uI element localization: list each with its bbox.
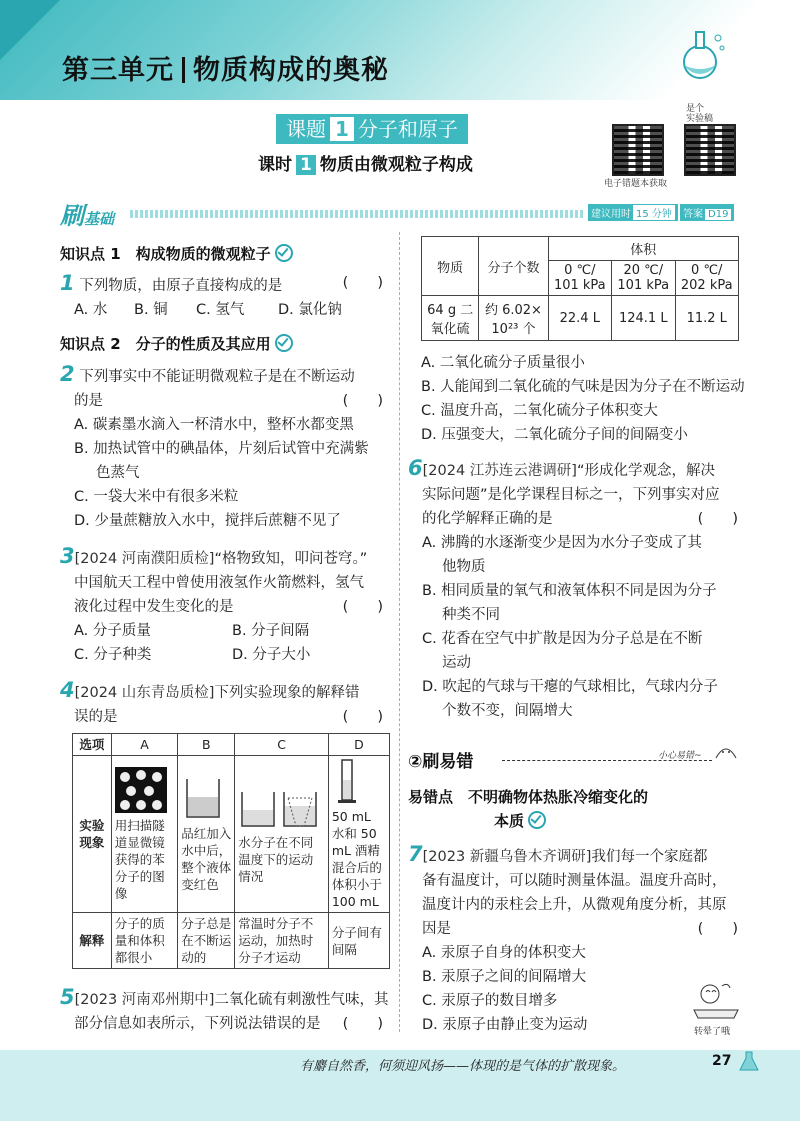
table-row xyxy=(422,296,739,341)
option-d[interactable]: D. 分子大小 xyxy=(232,647,311,663)
error-point-label: 易错点 不明确物体热胀冷缩变化的 xyxy=(408,788,649,806)
time-label: 建议用时 xyxy=(591,209,631,220)
section-dotted-line xyxy=(130,210,585,218)
question-stem: 二氧化硫有刺激性气味，其 xyxy=(214,992,389,1008)
unit-number: 第三单元 xyxy=(62,55,174,86)
kp-label: 知识点 1 构成物质的微观粒子 xyxy=(60,245,271,263)
answer-blank[interactable]: ( ) xyxy=(342,1016,383,1032)
option-c[interactable]: C. 分子种类 xyxy=(74,647,152,663)
question-number: 3 xyxy=(60,544,75,568)
answer-blank[interactable]: ( ) xyxy=(697,511,738,527)
caution-note: 小心易错~ xyxy=(658,751,702,761)
table-cell: 约 6.02× 10²³ 个 xyxy=(479,296,548,341)
table-cell: 11.2 L xyxy=(675,296,739,341)
answer-blank[interactable]: ( ) xyxy=(342,599,383,615)
question-number: 5 xyxy=(60,985,75,1009)
suggested-time-tag xyxy=(588,204,678,221)
answer-blank[interactable]: ( ) xyxy=(342,275,383,291)
row-label: 实验 现象 xyxy=(73,756,112,913)
qr-caption-line: 是个 xyxy=(686,104,705,114)
option-d[interactable]: D. 压强变大，二氧化硫分子间的间隔变小 xyxy=(421,427,688,443)
error-point-label-cont: 本质 xyxy=(494,812,525,830)
question-stem-cont: 备有温度计，可以随时测量体温。温度升高时， xyxy=(422,873,727,889)
option-b-cont: 色蒸气 xyxy=(96,465,140,481)
explanation-a: 分子的质量和体积都很小 xyxy=(111,913,178,969)
option-d[interactable]: D. 氯化钠 xyxy=(278,302,342,318)
option-a[interactable]: A. 碳素墨水滴入一杯清水中，整杯水都变黑 xyxy=(74,417,354,433)
question-stem: “格物致知，叩问苍穹。” xyxy=(214,551,368,567)
option-d[interactable]: D. 汞原子由静止变为运动 xyxy=(422,1017,588,1033)
option-c[interactable]: C. 一袋大米中有很多米粒 xyxy=(74,489,239,505)
question-stem: 我们每一个家庭都 xyxy=(591,849,708,865)
table-header: C xyxy=(235,734,329,756)
knowledge-point-2 xyxy=(60,333,293,354)
question-3 xyxy=(60,544,395,667)
question-5-stem xyxy=(60,985,395,1036)
table-header-row xyxy=(73,734,390,756)
qr-caption-line: 实验稿 xyxy=(686,114,714,124)
check-target-icon xyxy=(275,244,293,262)
question-number: 4 xyxy=(60,678,75,702)
question-source: [2023 新疆乌鲁木齐调研] xyxy=(422,849,592,865)
footer-quote: 有麝自然香，何须迎风扬——体现的是气体的扩散现象。 xyxy=(300,1059,626,1074)
option-c[interactable]: C. 汞原子的数目增多 xyxy=(422,993,558,1009)
question-number: 1 xyxy=(60,271,75,295)
option-c[interactable]: C. 花香在空气中扩散是因为分子总是在不断 xyxy=(422,631,703,647)
table-header: A xyxy=(111,734,178,756)
question-source: [2024 山东青岛质检] xyxy=(74,685,215,701)
explanation-b: 分子总是在不断运动的 xyxy=(178,913,235,969)
question-number: 7 xyxy=(408,842,423,866)
table-header: 0 ℃/ 101 kPa xyxy=(548,261,611,296)
option-a-cont: 他物质 xyxy=(442,559,486,575)
option-d[interactable]: D. 少量蔗糖放入水中，搅拌后蔗糖不见了 xyxy=(74,513,341,529)
table-cell: 22.4 L xyxy=(548,296,611,341)
explanation-d: 分子间有间隔 xyxy=(328,913,389,969)
topic-prefix: 课题 xyxy=(286,117,326,141)
table-header: 20 ℃/ 101 kPa xyxy=(612,261,675,296)
table-header: B xyxy=(178,734,235,756)
option-b[interactable]: B. 铜 xyxy=(134,302,168,318)
question-6 xyxy=(408,456,748,723)
time-value: 15 分钟 xyxy=(633,205,675,220)
check-target-icon xyxy=(528,811,546,829)
sun-doodle-icon xyxy=(712,738,740,760)
topic-number: 1 xyxy=(330,117,354,141)
flask-icon xyxy=(738,1050,760,1072)
table-cell xyxy=(111,756,178,913)
question-number: 6 xyxy=(408,456,423,480)
table-row xyxy=(73,913,390,969)
option-b[interactable]: B. 汞原子之间的间隔增大 xyxy=(422,969,587,985)
kp-label: 知识点 2 分子的性质及其应用 xyxy=(60,335,271,353)
question-1 xyxy=(60,271,395,322)
question-source: [2024 江苏连云港调研] xyxy=(422,463,577,479)
experiment-table xyxy=(72,733,390,969)
question-stem: 下列实验现象的解释错 xyxy=(214,685,360,701)
option-d[interactable]: D. 吹起的气球与干瘪的气球相比，气球内分子 xyxy=(422,679,718,695)
basics-subtitle: 基础 xyxy=(84,210,115,228)
measuring-cylinder-icon xyxy=(332,758,362,804)
column-divider xyxy=(399,232,400,1032)
check-target-icon xyxy=(275,334,293,352)
beaker-icon xyxy=(181,775,225,821)
phenomenon-a: 用扫描隧道显微镜获得的苯分子的图像 xyxy=(114,817,165,901)
topic-heading xyxy=(276,114,468,144)
table-row xyxy=(73,756,390,913)
title-separator xyxy=(182,57,185,83)
qr-code-icon xyxy=(684,124,736,176)
question-stem-cont: 中国航天工程中曾使用液氢作火箭燃料，氢气 xyxy=(74,575,364,591)
question-stem-cont: 的是 xyxy=(74,393,103,409)
table-header-row xyxy=(422,237,739,261)
unit-name: 物质构成的奥秘 xyxy=(193,55,389,86)
section-title-basics xyxy=(60,196,114,231)
table-cell: 64 g 二 氧化硫 xyxy=(422,296,479,341)
option-b[interactable]: B. 分子间隔 xyxy=(232,623,310,639)
table-cell: 124.1 L xyxy=(612,296,675,341)
question-stem: 下列事实中不能证明微观粒子是在不断运动 xyxy=(79,369,355,385)
option-c[interactable]: C. 氢气 xyxy=(196,302,245,318)
option-a[interactable]: A. 分子质量 xyxy=(74,623,151,639)
option-c-cont: 运动 xyxy=(442,655,471,671)
section-title-errors: ②刷易错 xyxy=(408,752,474,772)
phenomenon-d: 50 mL 水和 50 mL 酒精混合后的体积小于 100 mL xyxy=(331,809,382,909)
doodle-caption: 转晕了哦 xyxy=(694,1027,731,1037)
question-stem-cont: 误的是 xyxy=(74,709,118,725)
option-b[interactable]: B. 加热试管中的碘晶体，片刻后试管中充满紫 xyxy=(74,441,369,457)
benzene-stm-image xyxy=(115,767,167,813)
question-stem-cont: 实际问题”是化学课程目标之一，下列事实对应 xyxy=(422,487,720,503)
row-label: 解释 xyxy=(73,913,112,969)
lesson-number: 1 xyxy=(296,155,316,175)
qr-caption-error-book: 电子错题本获取 xyxy=(604,179,668,189)
answer-blank[interactable]: ( ) xyxy=(697,921,738,937)
qr-code-experiment[interactable] xyxy=(684,124,736,176)
dizzy-character-doodle-icon xyxy=(690,980,742,1020)
option-d-cont: 个数不变，间隔增大 xyxy=(442,703,573,719)
table-cell xyxy=(235,756,329,913)
option-a[interactable]: A. 二氧化硫分子质量很小 xyxy=(421,355,585,371)
sulfur-dioxide-table xyxy=(421,236,739,341)
table-header: 体积 xyxy=(548,237,738,261)
lesson-heading xyxy=(258,150,473,175)
option-a[interactable]: A. 沸腾的水逐渐变少是因为水分子变成了其 xyxy=(422,535,702,551)
knowledge-point-1 xyxy=(60,243,293,264)
table-cell xyxy=(328,756,389,913)
table-header: D xyxy=(328,734,389,756)
question-stem-cont: 因是 xyxy=(422,921,451,937)
table-header: 0 ℃/ 202 kPa xyxy=(675,261,739,296)
qr-caption-experiment xyxy=(686,104,713,124)
header-corner-decoration xyxy=(0,0,60,60)
topic-title: 分子和原子 xyxy=(357,117,458,141)
question-4 xyxy=(60,678,395,729)
water-molecules-beakers-icon xyxy=(238,784,320,830)
qr-code-error-book[interactable] xyxy=(612,124,664,176)
explanation-c: 常温时分子不运动，加热时分子才运动 xyxy=(235,913,329,969)
answer-label: 答案 xyxy=(683,209,703,220)
answer-value: D19 xyxy=(705,209,731,220)
table-header: 物质 xyxy=(422,237,479,296)
question-stem-cont: 的化学解释正确的是 xyxy=(422,511,553,527)
question-stem: “形成化学观念，解决 xyxy=(576,463,715,479)
table-header: 分子个数 xyxy=(479,237,548,296)
error-point xyxy=(408,785,738,833)
question-stem-cont: 温度计内的汞柱会上升，从微观角度分析，其原 xyxy=(422,897,727,913)
question-5-options xyxy=(421,351,751,447)
option-c[interactable]: C. 温度升高，二氧化硫分子体积变大 xyxy=(421,403,658,419)
table-cell xyxy=(178,756,235,913)
question-stem-cont: 部分信息如表所示，下列说法错误的是 xyxy=(74,1016,321,1032)
basics-title-main: 刷 xyxy=(60,202,84,230)
option-b-cont: 种类不同 xyxy=(442,607,500,623)
question-stem-cont: 液化过程中发生变化的是 xyxy=(74,599,234,615)
lesson-prefix: 课时 xyxy=(258,155,292,175)
option-a[interactable]: A. 汞原子自身的体积变大 xyxy=(422,945,586,961)
page-number: 27 xyxy=(712,1053,732,1069)
question-source: [2024 河南濮阳质检] xyxy=(74,551,215,567)
lesson-title: 物质由微观粒子构成 xyxy=(319,155,473,175)
phenomenon-c: 水分子在不同温度下的运动情况 xyxy=(238,834,314,884)
answer-blank[interactable]: ( ) xyxy=(342,709,383,725)
answer-blank[interactable]: ( ) xyxy=(342,393,383,409)
question-source: [2023 河南邓州期中] xyxy=(74,992,215,1008)
qr-code-icon xyxy=(612,124,664,176)
unit-title xyxy=(62,48,389,87)
option-b[interactable]: B. 人能闻到二氧化硫的气味是因为分子在不断运动 xyxy=(421,379,745,395)
option-b[interactable]: B. 相同质量的氧气和液氧体积不同是因为分子 xyxy=(422,583,717,599)
option-a[interactable]: A. 水 xyxy=(74,302,108,318)
question-number: 2 xyxy=(60,362,75,386)
answer-tag xyxy=(680,204,734,221)
table-header: 选项 xyxy=(73,734,112,756)
flask-icon xyxy=(670,24,730,84)
phenomenon-b: 品红加入水中后，整个液体变红色 xyxy=(181,826,232,892)
question-2 xyxy=(60,362,395,533)
question-stem: 下列物质，由原子直接构成的是 xyxy=(79,278,283,294)
